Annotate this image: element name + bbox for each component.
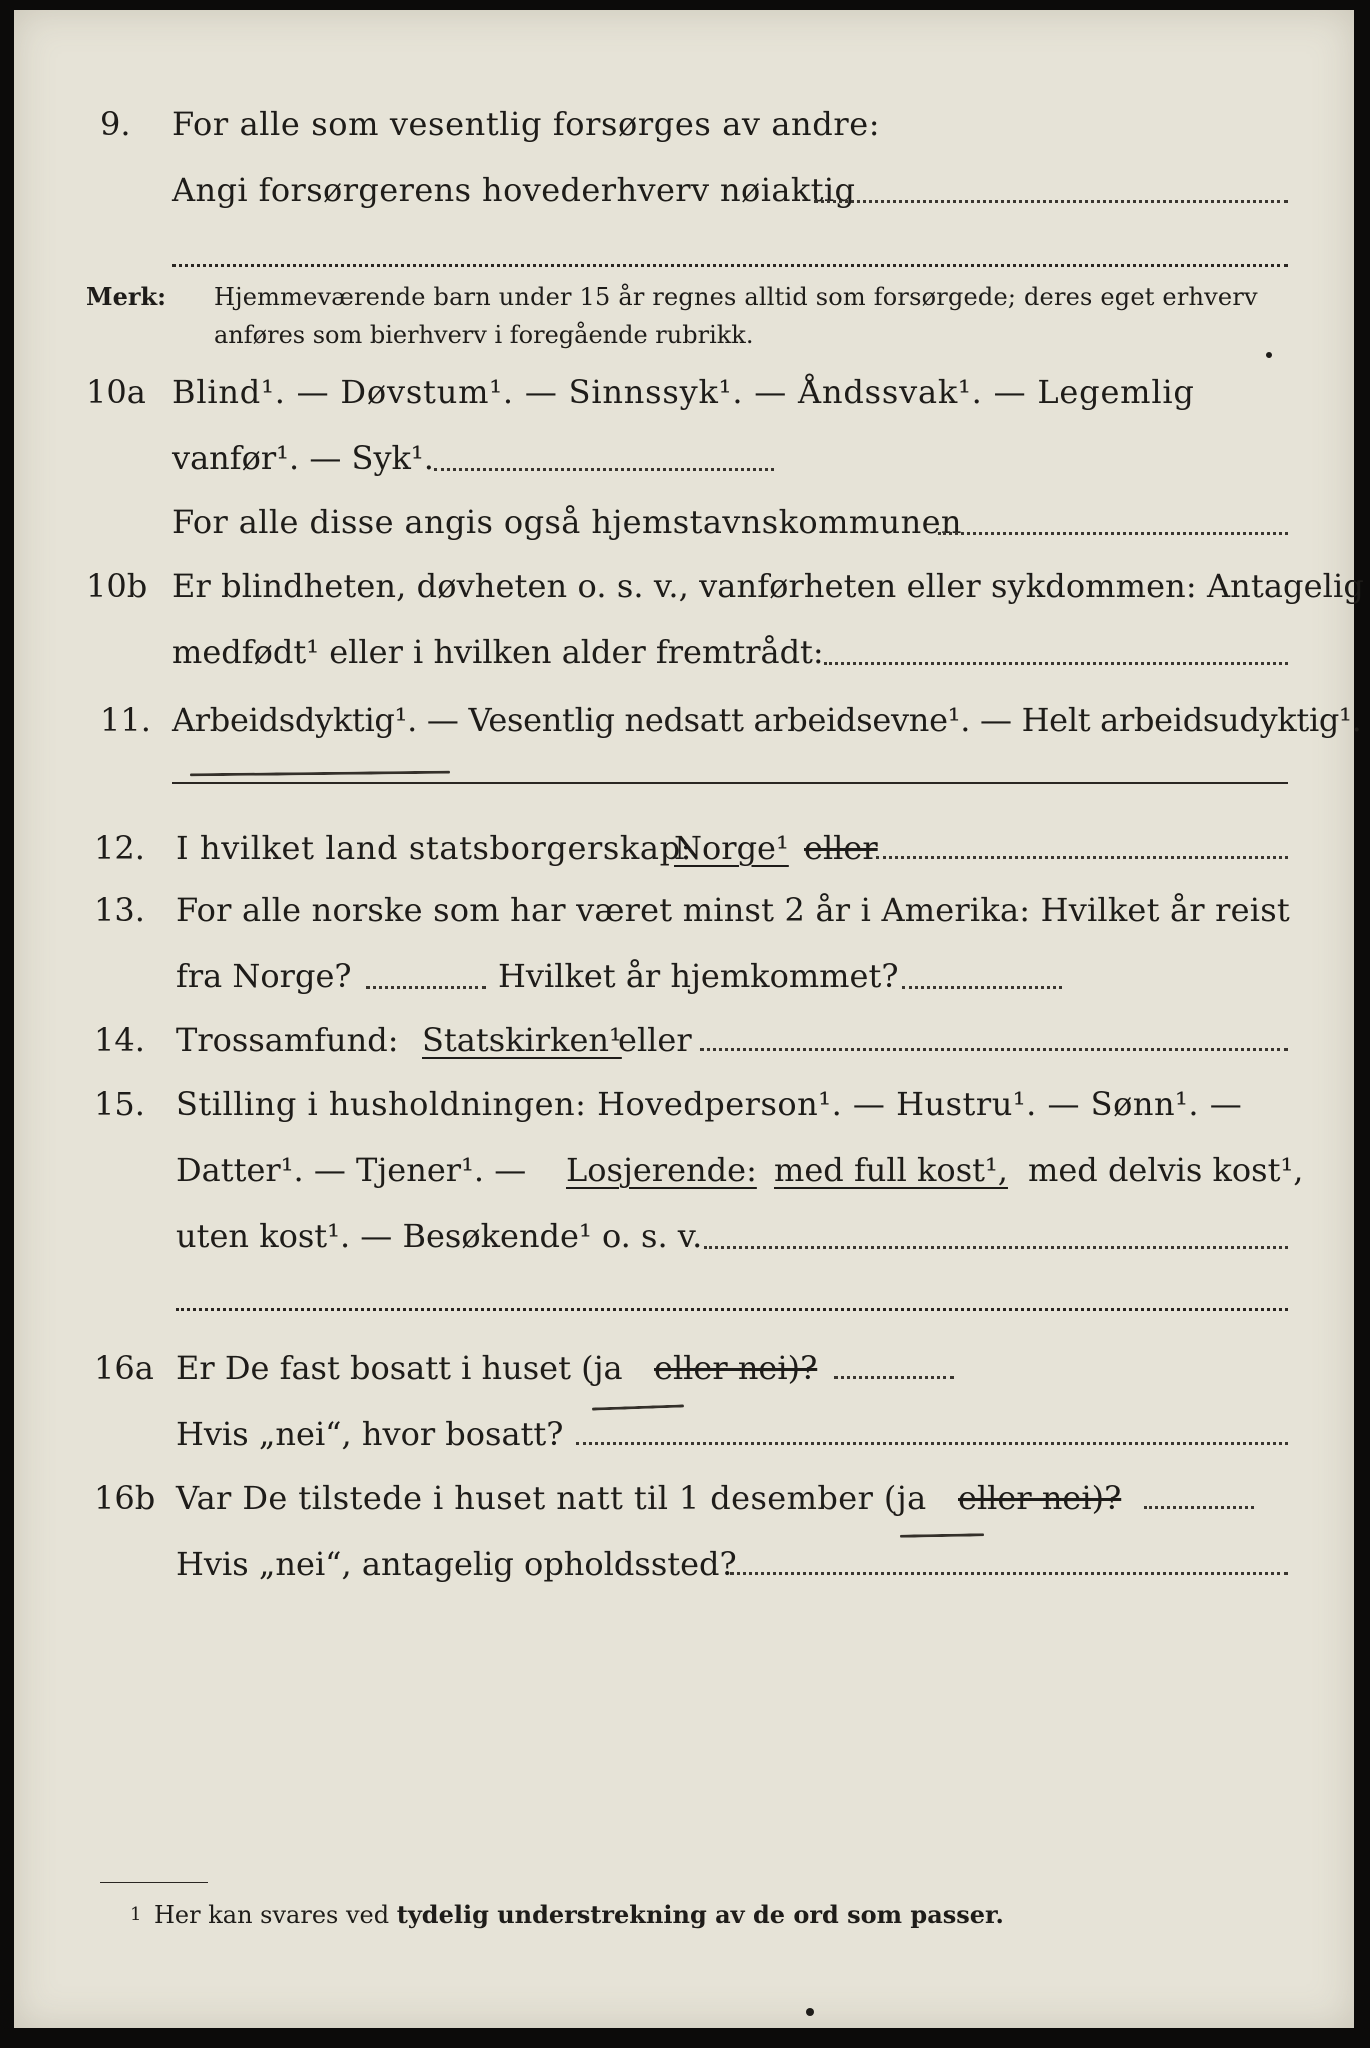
q15-line2b: med delvis kost¹, (1028, 1151, 1304, 1189)
merk-line1: Hjemmeværende barn under 15 år regnes alltid som forsørgede; deres eget erhverv (214, 283, 1258, 311)
q16a-answer-line (834, 1376, 954, 1379)
paper-ink-spot (806, 2008, 814, 2016)
q12-answer-line (876, 856, 1288, 859)
q13-hjemkommet-line (902, 986, 1062, 989)
merk-label: Merk: (86, 282, 166, 311)
q16a-eller-nei-struck: eller nei)? (654, 1349, 818, 1387)
q9-line2: Angi forsørgerens hovederhverv nøiaktig (172, 171, 856, 209)
q15-losjerende-underlined: Losjerende: (566, 1151, 757, 1189)
q9-number: 9. (100, 105, 131, 143)
q10a-hjemstavn-line (938, 532, 1288, 535)
q16a-bosatt-line (576, 1442, 1288, 1445)
q10b-answer-line (824, 662, 1288, 665)
q15-line1: Stilling i husholdningen: Hovedperson¹. — Hustru¹. — Sønn¹. — (176, 1085, 1243, 1123)
q14-eller: eller (618, 1021, 692, 1059)
q13-number: 13. (94, 891, 145, 929)
footnote-divider (100, 1882, 208, 1883)
q16b-eller-nei-struck: eller nei)? (958, 1479, 1122, 1517)
q12-eller-struck: eller (804, 829, 878, 867)
footnote-mark: 1 (130, 1904, 142, 1925)
q14-answer-line (700, 1048, 1288, 1051)
merk-line2: anføres som bierhverv i foregående rubrikk. (214, 321, 754, 349)
q16a-ja-underline (592, 1404, 684, 1410)
q10a-line2: vanfør¹. — Syk¹. (172, 439, 434, 477)
footnote-text-bold: tydelig understrekning av de ord som passer. (396, 1900, 1004, 1929)
q16a-question: Er De fast bosatt i huset (ja (176, 1349, 623, 1387)
q11-line1: Arbeidsdyktig¹. — Vesentlig nedsatt arbeidsevne¹. — Helt arbeidsudyktig¹. (172, 701, 1362, 739)
q16b-answer-line (1144, 1506, 1254, 1509)
q10a-number: 10a (86, 373, 146, 411)
q10a-answer-line (434, 468, 774, 471)
q11-handwritten-stroke (190, 771, 450, 777)
q16b-question: Var De tilstede i huset natt til 1 desember (ja (176, 1479, 927, 1517)
q15-answer-line (704, 1246, 1288, 1249)
paper-ink-spot (1266, 352, 1272, 358)
q15-line3: uten kost¹. — Besøkende¹ o. s. v. (176, 1217, 703, 1255)
q10a-line1: Blind¹. — Døvstum¹. — Sinnssyk¹. — Åndssvak¹. — Legemlig (172, 373, 1195, 411)
q12-norge-underlined: Norge¹ (674, 829, 789, 867)
census-form-page (14, 10, 1364, 2028)
q10a-line3: For alle disse angis også hjemstavnskommunen (172, 503, 962, 541)
q10b-number: 10b (86, 567, 148, 605)
q15-number: 15. (94, 1085, 145, 1123)
q14-question: Trossamfund: (176, 1021, 399, 1059)
q14-number: 14. (94, 1021, 145, 1059)
footnote-text (154, 1900, 1004, 1930)
q15-line2a: Datter¹. — Tjener¹. — (176, 1151, 527, 1189)
q9-line1: For alle som vesentlig forsørges av andre: (172, 105, 881, 143)
q15-full-kost-underlined: med full kost¹, (774, 1151, 1008, 1189)
q16b-oppholdssted-line (730, 1572, 1288, 1575)
q16b-number: 16b (94, 1479, 156, 1517)
q13-line2b: Hvilket år hjemkommet? (498, 957, 899, 995)
q10b-line2: medfødt¹ eller i hvilken alder fremtrådt: (172, 633, 824, 671)
q13-line2a: fra Norge? (176, 957, 352, 995)
q16b-ja-underline (900, 1533, 984, 1537)
q10b-line1: Er blindheten, døvheten o. s. v., vanførheten eller sykdommen: Antagelig (172, 567, 1364, 605)
q13-reist-line (366, 986, 486, 989)
q16b-line2: Hvis „nei“, antagelig opholdssted? (176, 1545, 737, 1583)
q12-question: I hvilket land statsborgerskap: (176, 829, 693, 867)
q12-number: 12. (94, 829, 145, 867)
q15-answer-line-2 (176, 1308, 1288, 1311)
q16a-number: 16a (94, 1349, 154, 1387)
q11-answer-line (172, 782, 1288, 784)
q9-answer-line-2 (172, 264, 1288, 267)
footnote-text-plain: Her kan svares ved (154, 1901, 390, 1929)
q9-answer-line (814, 200, 1288, 203)
q14-statskirken-underlined: Statskirken¹ (422, 1021, 622, 1059)
q16a-line2: Hvis „nei“, hvor bosatt? (176, 1415, 564, 1453)
q11-number: 11. (100, 701, 151, 739)
q13-line1: For alle norske som har været minst 2 år i Amerika: Hvilket år reist (176, 891, 1290, 929)
